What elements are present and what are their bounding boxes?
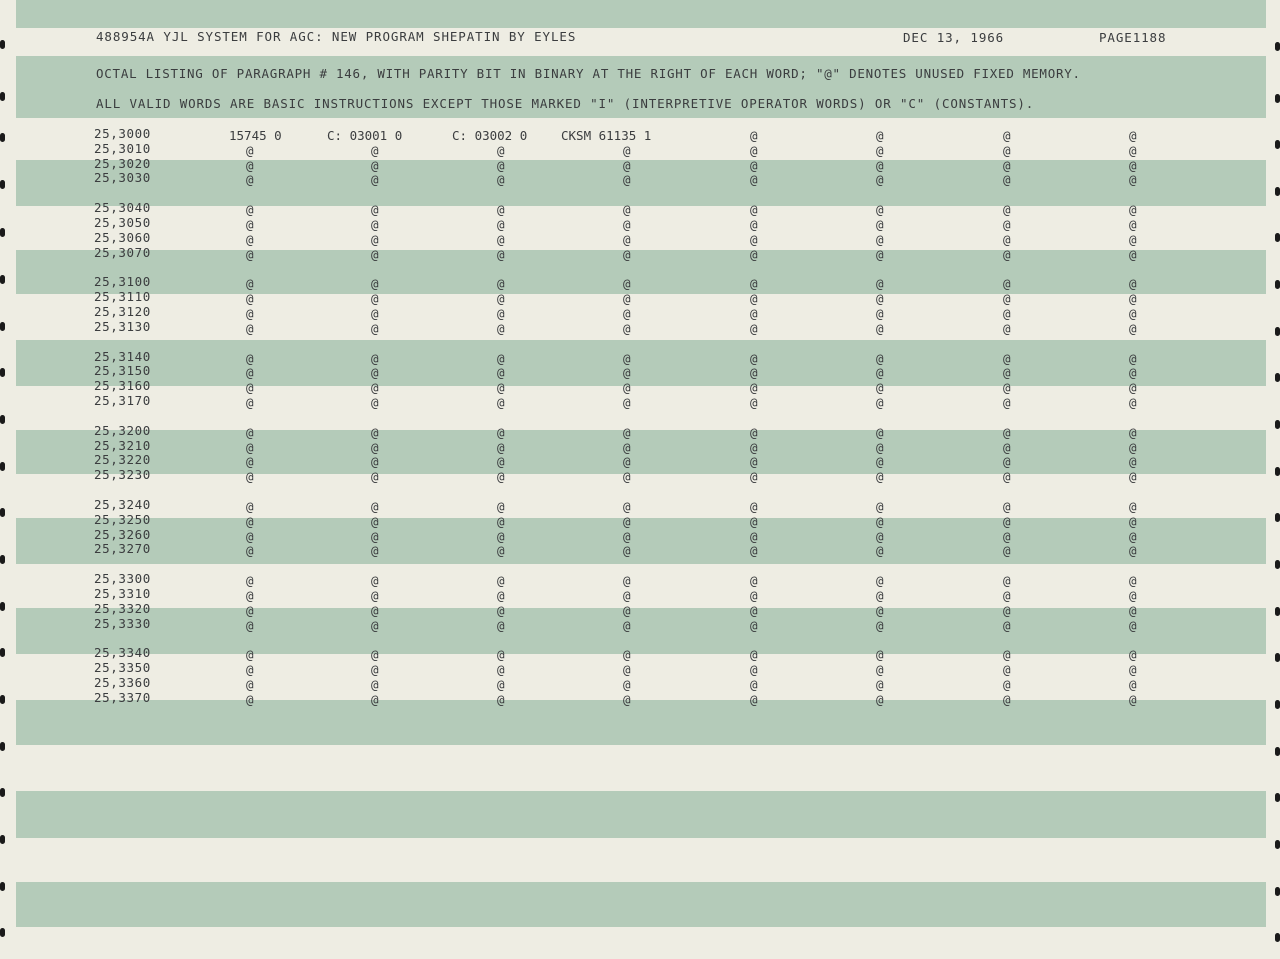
unused-word-cell: @ [371, 350, 379, 366]
unused-word-cell: @ [1129, 202, 1137, 218]
unused-word-cell: @ [497, 424, 505, 440]
unused-word-cell: @ [623, 469, 631, 485]
row-address: 25,3350 [94, 660, 151, 676]
unused-word-cell: @ [371, 395, 379, 410]
unused-word-cell: @ [246, 691, 254, 707]
unused-word-cell: @ [876, 395, 884, 410]
unused-word-cell: @ [497, 543, 505, 559]
unused-word-cell: @ [1003, 499, 1011, 514]
unused-word-cell: @ [246, 647, 254, 663]
unused-word-cell: @ [1003, 439, 1011, 455]
unused-word-cell: @ [1129, 424, 1137, 440]
unused-word-cell: @ [497, 365, 505, 381]
unused-word-cell: @ [750, 677, 758, 692]
unused-word-cell: @ [1129, 543, 1137, 559]
unused-word-cell: @ [750, 588, 758, 603]
unused-word-cell: @ [623, 142, 631, 158]
unused-word-cell: @ [623, 662, 631, 678]
unused-word-cell: @ [246, 395, 254, 410]
unused-word-cell: @ [1129, 128, 1137, 143]
unused-word-cell: @ [497, 395, 505, 410]
unused-word-cell: @ [497, 320, 505, 336]
unused-word-cell: @ [750, 276, 758, 292]
row-address: 25,3230 [94, 467, 151, 483]
unused-word-cell: @ [371, 424, 379, 440]
unused-word-cell: @ [497, 454, 505, 470]
unused-word-cell: @ [246, 291, 254, 307]
unused-word-cell: @ [876, 217, 884, 232]
unused-word-cell: @ [1003, 588, 1011, 603]
unused-word-cell: @ [371, 469, 379, 485]
unused-word-cell: @ [1003, 350, 1011, 366]
unused-word-cell: @ [623, 217, 631, 232]
unused-word-cell: @ [246, 157, 254, 173]
unused-word-cell: @ [623, 499, 631, 514]
unused-word-cell: @ [371, 439, 379, 455]
unused-word-cell: @ [497, 528, 505, 544]
unused-word-cell: @ [497, 617, 505, 633]
unused-word-cell: @ [750, 246, 758, 262]
unused-word-cell: @ [1003, 217, 1011, 232]
unused-word-cell: @ [246, 662, 254, 678]
unused-word-cell: @ [1129, 291, 1137, 307]
unused-word-cell: @ [1129, 602, 1137, 618]
unused-word-cell: @ [750, 573, 758, 589]
unused-word-cell: @ [876, 543, 884, 559]
unused-word-cell: @ [623, 395, 631, 410]
unused-word-cell: @ [876, 231, 884, 247]
row-address: 25,3320 [94, 600, 151, 616]
unused-word-cell: @ [246, 142, 254, 158]
unused-word-cell: @ [876, 454, 884, 470]
unused-word-cell: @ [1129, 246, 1137, 262]
unused-word-cell: @ [750, 469, 758, 485]
unused-word-cell: @ [876, 499, 884, 514]
unused-word-cell: @ [876, 142, 884, 158]
unused-word-cell: @ [497, 499, 505, 514]
unused-word-cell: @ [497, 142, 505, 158]
unused-word-cell: @ [1129, 395, 1137, 410]
unused-word-cell: @ [876, 157, 884, 173]
unused-word-cell: @ [1003, 320, 1011, 336]
unused-word-cell: @ [750, 128, 758, 143]
unused-word-cell: @ [1129, 513, 1137, 529]
unused-word-cell: @ [623, 172, 631, 188]
unused-word-cell: @ [623, 291, 631, 307]
unused-word-cell: @ [246, 499, 254, 514]
unused-word-cell: @ [623, 157, 631, 173]
unused-word-cell: @ [246, 573, 254, 589]
row-address: 25,3010 [94, 140, 151, 156]
unused-word-cell: @ [1129, 588, 1137, 603]
unused-word-cell: @ [371, 172, 379, 188]
unused-word-cell: @ [1129, 380, 1137, 396]
unused-word-cell: @ [371, 246, 379, 262]
unused-word-cell: @ [623, 439, 631, 455]
unused-word-cell: @ [1003, 454, 1011, 470]
unused-word-cell: @ [371, 217, 379, 232]
unused-word-cell: @ [371, 573, 379, 589]
row-address: 25,3130 [94, 318, 151, 334]
unused-word-cell: @ [1129, 157, 1137, 173]
row-address: 25,3000 [94, 126, 151, 141]
unused-word-cell: @ [497, 677, 505, 692]
unused-word-cell: @ [1129, 647, 1137, 663]
unused-word-cell: @ [623, 647, 631, 663]
unused-word-cell: @ [1003, 380, 1011, 396]
unused-word-cell: @ [1129, 662, 1137, 678]
unused-word-cell: @ [497, 691, 505, 707]
unused-word-cell: @ [371, 157, 379, 173]
unused-word-cell: @ [876, 573, 884, 589]
unused-word-cell: @ [497, 602, 505, 618]
unused-word-cell: @ [497, 157, 505, 173]
unused-word-cell: @ [876, 380, 884, 396]
row-address: 25,3100 [94, 274, 151, 290]
note-line-1: OCTAL LISTING OF PARAGRAPH # 146, WITH PARITY BIT IN BINARY AT THE RIGHT OF EACH WORD; "@" DENOTES UNUSED FIXED MEMORY. [96, 66, 1081, 81]
unused-word-cell: @ [1003, 157, 1011, 173]
unused-word-cell: @ [371, 202, 379, 218]
unused-word-cell: @ [876, 202, 884, 218]
unused-word-cell: @ [876, 469, 884, 485]
unused-word-cell: @ [246, 543, 254, 559]
unused-word-cell: @ [623, 424, 631, 440]
row-address: 25,3250 [94, 511, 151, 527]
unused-word-cell: @ [497, 172, 505, 188]
unused-word-cell: @ [1129, 231, 1137, 247]
unused-word-cell: @ [876, 291, 884, 307]
unused-word-cell: @ [750, 602, 758, 618]
unused-word-cell: @ [623, 513, 631, 529]
unused-word-cell: @ [876, 691, 884, 707]
row-address: 25,3110 [94, 289, 151, 305]
unused-word-cell: @ [246, 306, 254, 321]
unused-word-cell: @ [371, 142, 379, 158]
unused-word-cell: @ [750, 528, 758, 544]
unused-word-cell: @ [246, 350, 254, 366]
unused-word-cell: @ [371, 691, 379, 707]
unused-word-cell: @ [497, 276, 505, 292]
row-address: 25,3300 [94, 571, 151, 587]
unused-word-cell: @ [1003, 662, 1011, 678]
unused-word-cell: @ [1003, 276, 1011, 292]
unused-word-cell: @ [246, 202, 254, 218]
job-title: 488954A YJL SYSTEM FOR AGC: NEW PROGRAM SHEPATIN BY EYLES [96, 29, 577, 44]
unused-word-cell: @ [371, 231, 379, 247]
unused-word-cell: @ [1129, 439, 1137, 455]
memory-word-cell: C: 03001 0 [327, 128, 403, 143]
row-address: 25,3310 [94, 586, 151, 601]
row-address: 25,3220 [94, 452, 151, 468]
unused-word-cell: @ [750, 647, 758, 663]
unused-word-cell: @ [497, 662, 505, 678]
unused-word-cell: @ [246, 454, 254, 470]
unused-word-cell: @ [1129, 365, 1137, 381]
unused-word-cell: @ [623, 454, 631, 470]
unused-word-cell: @ [1003, 677, 1011, 692]
unused-word-cell: @ [1003, 365, 1011, 381]
unused-word-cell: @ [246, 380, 254, 396]
unused-word-cell: @ [750, 350, 758, 366]
unused-word-cell: @ [371, 276, 379, 292]
unused-word-cell: @ [750, 380, 758, 396]
unused-word-cell: @ [1129, 306, 1137, 321]
unused-word-cell: @ [1129, 677, 1137, 692]
row-address: 25,3340 [94, 645, 151, 661]
unused-word-cell: @ [246, 424, 254, 440]
print-date: DEC 13, 1966 [903, 30, 1005, 45]
unused-word-cell: @ [623, 202, 631, 218]
row-address: 25,3360 [94, 675, 151, 690]
unused-word-cell: @ [497, 647, 505, 663]
unused-word-cell: @ [623, 320, 631, 336]
unused-word-cell: @ [497, 588, 505, 603]
unused-word-cell: @ [623, 365, 631, 381]
unused-word-cell: @ [246, 320, 254, 336]
unused-word-cell: @ [876, 246, 884, 262]
unused-word-cell: @ [750, 513, 758, 529]
unused-word-cell: @ [371, 528, 379, 544]
unused-word-cell: @ [1003, 469, 1011, 485]
unused-word-cell: @ [1129, 320, 1137, 336]
page-number: PAGE1188 [1099, 30, 1167, 45]
row-address: 25,3140 [94, 348, 151, 364]
unused-word-cell: @ [623, 306, 631, 321]
unused-word-cell: @ [750, 499, 758, 514]
unused-word-cell: @ [623, 276, 631, 292]
unused-word-cell: @ [1003, 573, 1011, 589]
unused-word-cell: @ [246, 513, 254, 529]
unused-word-cell: @ [750, 142, 758, 158]
unused-word-cell: @ [623, 617, 631, 633]
row-address: 25,3210 [94, 437, 151, 453]
unused-word-cell: @ [371, 291, 379, 307]
unused-word-cell: @ [371, 499, 379, 514]
unused-word-cell: @ [1003, 543, 1011, 559]
unused-word-cell: @ [1003, 202, 1011, 218]
row-address: 25,3070 [94, 244, 151, 260]
unused-word-cell: @ [1129, 217, 1137, 232]
row-address: 25,3370 [94, 689, 151, 705]
unused-word-cell: @ [750, 439, 758, 455]
unused-word-cell: @ [497, 350, 505, 366]
unused-word-cell: @ [1003, 513, 1011, 529]
unused-word-cell: @ [750, 424, 758, 440]
unused-word-cell: @ [876, 647, 884, 663]
unused-word-cell: @ [497, 469, 505, 485]
unused-word-cell: @ [1003, 128, 1011, 143]
row-address: 25,3200 [94, 422, 151, 438]
unused-word-cell: @ [876, 528, 884, 544]
unused-word-cell: @ [371, 543, 379, 559]
unused-word-cell: @ [246, 246, 254, 262]
row-address: 25,3040 [94, 200, 151, 216]
unused-word-cell: @ [1003, 231, 1011, 247]
row-address: 25,3120 [94, 304, 151, 319]
unused-word-cell: @ [1129, 454, 1137, 470]
unused-word-cell: @ [497, 291, 505, 307]
unused-word-cell: @ [1129, 469, 1137, 485]
unused-word-cell: @ [246, 602, 254, 618]
unused-word-cell: @ [876, 320, 884, 336]
unused-word-cell: @ [750, 306, 758, 321]
unused-word-cell: @ [1003, 306, 1011, 321]
unused-word-cell: @ [876, 602, 884, 618]
unused-word-cell: @ [497, 231, 505, 247]
unused-word-cell: @ [1003, 424, 1011, 440]
unused-word-cell: @ [1003, 291, 1011, 307]
unused-word-cell: @ [246, 439, 254, 455]
unused-word-cell: @ [1003, 528, 1011, 544]
unused-word-cell: @ [1129, 350, 1137, 366]
unused-word-cell: @ [497, 306, 505, 321]
unused-word-cell: @ [750, 202, 758, 218]
unused-word-cell: @ [1129, 142, 1137, 158]
unused-word-cell: @ [750, 217, 758, 232]
row-address: 25,3330 [94, 615, 151, 631]
unused-word-cell: @ [623, 602, 631, 618]
unused-word-cell: @ [246, 276, 254, 292]
unused-word-cell: @ [876, 306, 884, 321]
unused-word-cell: @ [623, 350, 631, 366]
unused-word-cell: @ [246, 172, 254, 188]
unused-word-cell: @ [623, 528, 631, 544]
unused-word-cell: @ [371, 306, 379, 321]
unused-word-cell: @ [497, 246, 505, 262]
unused-word-cell: @ [371, 647, 379, 663]
unused-word-cell: @ [876, 677, 884, 692]
unused-word-cell: @ [750, 543, 758, 559]
unused-word-cell: @ [1003, 172, 1011, 188]
unused-word-cell: @ [371, 365, 379, 381]
row-address: 25,3060 [94, 229, 151, 245]
unused-word-cell: @ [371, 662, 379, 678]
unused-word-cell: @ [750, 365, 758, 381]
row-address: 25,3030 [94, 170, 151, 186]
unused-word-cell: @ [1003, 395, 1011, 410]
unused-word-cell: @ [623, 231, 631, 247]
unused-word-cell: @ [371, 320, 379, 336]
unused-word-cell: @ [371, 617, 379, 633]
unused-word-cell: @ [1129, 172, 1137, 188]
unused-word-cell: @ [246, 617, 254, 633]
unused-word-cell: @ [1129, 276, 1137, 292]
unused-word-cell: @ [1003, 142, 1011, 158]
memory-word-cell: C: 03002 0 [452, 128, 528, 143]
unused-word-cell: @ [497, 513, 505, 529]
note-line-2: ALL VALID WORDS ARE BASIC INSTRUCTIONS EXCEPT THOSE MARKED "I" (INTERPRETIVE OPERATOR WORDS) OR "C" (CONSTANTS). [96, 96, 1035, 111]
unused-word-cell: @ [371, 513, 379, 529]
unused-word-cell: @ [1003, 246, 1011, 262]
unused-word-cell: @ [750, 157, 758, 173]
unused-word-cell: @ [876, 276, 884, 292]
row-address: 25,3150 [94, 363, 151, 379]
unused-word-cell: @ [246, 469, 254, 485]
unused-word-cell: @ [497, 217, 505, 232]
unused-word-cell: @ [371, 677, 379, 692]
unused-word-cell: @ [750, 231, 758, 247]
unused-word-cell: @ [750, 617, 758, 633]
unused-word-cell: @ [497, 573, 505, 589]
unused-word-cell: @ [876, 128, 884, 143]
unused-word-cell: @ [623, 691, 631, 707]
unused-word-cell: @ [1129, 573, 1137, 589]
row-address: 25,3050 [94, 215, 151, 230]
unused-word-cell: @ [1129, 691, 1137, 707]
memory-word-cell: CKSM 61135 1 [561, 128, 652, 143]
row-address: 25,3240 [94, 497, 151, 512]
unused-word-cell: @ [246, 231, 254, 247]
unused-word-cell: @ [371, 380, 379, 396]
unused-word-cell: @ [1129, 528, 1137, 544]
unused-word-cell: @ [623, 543, 631, 559]
unused-word-cell: @ [246, 528, 254, 544]
row-address: 25,3260 [94, 526, 151, 542]
unused-word-cell: @ [750, 662, 758, 678]
unused-word-cell: @ [876, 513, 884, 529]
unused-word-cell: @ [623, 246, 631, 262]
unused-word-cell: @ [371, 602, 379, 618]
unused-word-cell: @ [750, 320, 758, 336]
unused-word-cell: @ [750, 172, 758, 188]
unused-word-cell: @ [1129, 617, 1137, 633]
row-address: 25,3170 [94, 393, 151, 408]
unused-word-cell: @ [1003, 602, 1011, 618]
unused-word-cell: @ [1003, 617, 1011, 633]
unused-word-cell: @ [623, 573, 631, 589]
memory-word-cell: 15745 0 [229, 128, 282, 143]
row-address: 25,3160 [94, 378, 151, 394]
unused-word-cell: @ [876, 588, 884, 603]
unused-word-cell: @ [750, 691, 758, 707]
unused-word-cell: @ [876, 365, 884, 381]
unused-word-cell: @ [623, 380, 631, 396]
unused-word-cell: @ [876, 662, 884, 678]
unused-word-cell: @ [1003, 647, 1011, 663]
unused-word-cell: @ [246, 588, 254, 603]
unused-word-cell: @ [876, 172, 884, 188]
unused-word-cell: @ [876, 439, 884, 455]
unused-word-cell: @ [497, 202, 505, 218]
unused-word-cell: @ [876, 350, 884, 366]
unused-word-cell: @ [623, 588, 631, 603]
unused-word-cell: @ [497, 439, 505, 455]
unused-word-cell: @ [1003, 691, 1011, 707]
unused-word-cell: @ [750, 395, 758, 410]
row-address: 25,3020 [94, 155, 151, 171]
unused-word-cell: @ [246, 217, 254, 232]
unused-word-cell: @ [876, 617, 884, 633]
unused-word-cell: @ [750, 291, 758, 307]
row-address: 25,3270 [94, 541, 151, 557]
unused-word-cell: @ [623, 677, 631, 692]
unused-word-cell: @ [876, 424, 884, 440]
unused-word-cell: @ [750, 454, 758, 470]
unused-word-cell: @ [246, 677, 254, 692]
unused-word-cell: @ [1129, 499, 1137, 514]
unused-word-cell: @ [246, 365, 254, 381]
unused-word-cell: @ [371, 454, 379, 470]
unused-word-cell: @ [371, 588, 379, 603]
unused-word-cell: @ [497, 380, 505, 396]
